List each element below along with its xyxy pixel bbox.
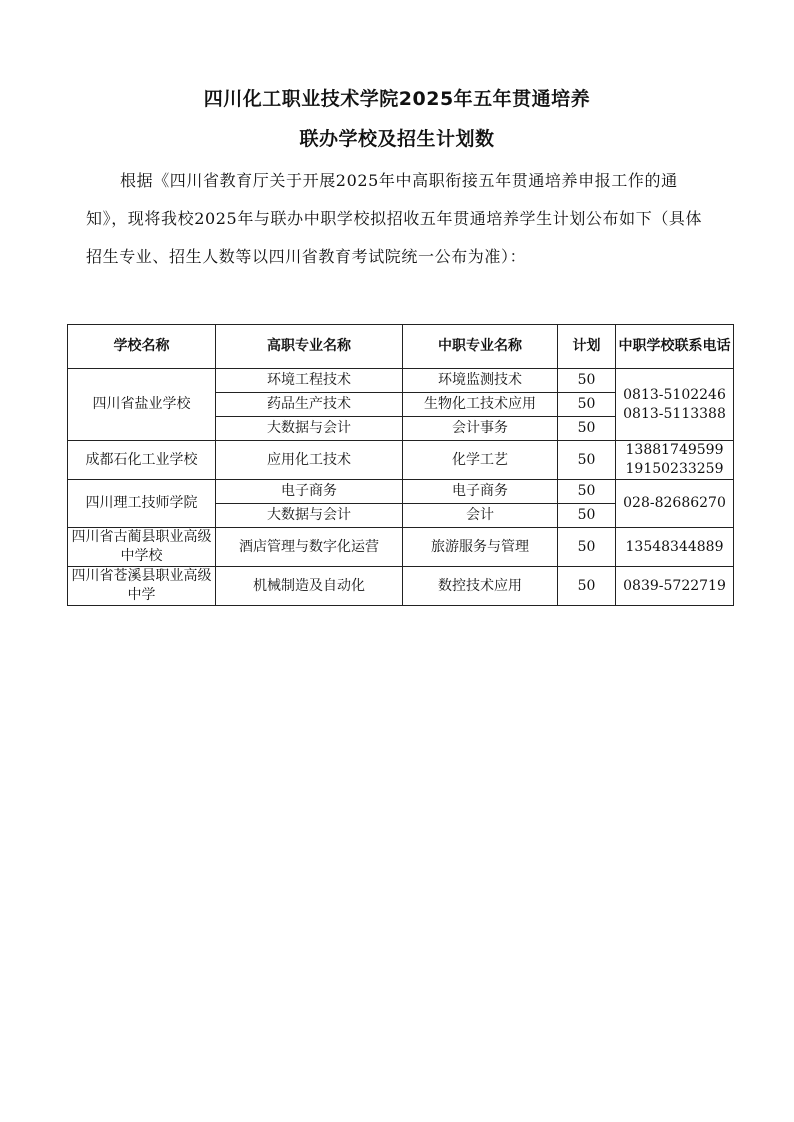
phone-cell — [616, 369, 734, 441]
plan-count-cell: 50 — [558, 417, 616, 441]
plan-count-cell: 50 — [558, 393, 616, 417]
plan-count-cell: 50 — [558, 441, 616, 480]
phone-number: 0813-5113388 — [623, 405, 726, 422]
secondary-major-cell: 环境监测技术 — [403, 369, 558, 393]
phone-number: 19150233259 — [625, 461, 724, 477]
secondary-major-cell: 会计 — [403, 504, 558, 528]
table-body — [68, 369, 734, 606]
header-higher-major: 高职专业名称 — [216, 325, 403, 369]
header-plan: 计划 — [558, 325, 616, 369]
phone-number: 13881749599 — [625, 442, 724, 458]
school-name-cell: 四川理工技师学院 — [68, 480, 216, 528]
higher-major-cell: 药品生产技术 — [216, 393, 403, 417]
header-phone: 中职学校联系电话 — [616, 325, 734, 369]
plan-count-cell: 50 — [558, 567, 616, 606]
school-name-cell: 成都石化工业学校 — [68, 441, 216, 480]
table-row — [68, 441, 734, 480]
higher-major-cell: 应用化工技术 — [216, 441, 403, 480]
intro-paragraph: 根据《四川省教育厅关于开展2025年中高职衔接五年贯通培养申报工作的通知》，现将我校2025年与联办中职学校拟招收五年贯通培养学生计划公布如下（具体招生专业、招生人数等以四川省教育考试院统一公布为准）： — [86, 171, 703, 266]
table-row — [68, 369, 734, 393]
phone-cell — [616, 480, 734, 528]
document-title-line2: 联办学校及招生计划数 — [299, 128, 495, 150]
phone-number: 0813-5102246 — [623, 386, 726, 403]
school-name-cell: 四川省苍溪县职业高级中学 — [68, 567, 216, 606]
secondary-major-cell: 电子商务 — [403, 480, 558, 504]
phone-number: 13548344889 — [625, 538, 724, 555]
table-header-row — [68, 325, 734, 369]
higher-major-cell: 机械制造及自动化 — [216, 567, 403, 606]
school-name-cell: 四川省古蔺县职业高级中学校 — [68, 528, 216, 567]
plan-count-cell: 50 — [558, 480, 616, 504]
secondary-major-cell: 数控技术应用 — [403, 567, 558, 606]
header-school-name: 学校名称 — [68, 325, 216, 369]
table-row — [68, 480, 734, 504]
phone-number: 028-82686270 — [623, 495, 726, 511]
secondary-major-cell: 化学工艺 — [403, 441, 558, 480]
school-name-cell: 四川省盐业学校 — [68, 369, 216, 441]
document-title-line1: 四川化工职业技术学院2025年五年贯通培养 — [203, 88, 591, 110]
enrollment-plan-table — [67, 324, 734, 606]
higher-major-cell: 酒店管理与数字化运营 — [216, 528, 403, 567]
secondary-major-cell: 旅游服务与管理 — [403, 528, 558, 567]
header-secondary-major: 中职专业名称 — [403, 325, 558, 369]
plan-count-cell: 50 — [558, 528, 616, 567]
phone-cell — [616, 441, 734, 480]
table-row — [68, 567, 734, 606]
table-row — [68, 528, 734, 567]
higher-major-cell: 大数据与会计 — [216, 504, 403, 528]
plan-count-cell: 50 — [558, 504, 616, 528]
higher-major-cell: 大数据与会计 — [216, 417, 403, 441]
phone-cell — [616, 567, 734, 606]
higher-major-cell: 电子商务 — [216, 480, 403, 504]
phone-number: 0839-5722719 — [623, 577, 726, 594]
higher-major-cell: 环境工程技术 — [216, 369, 403, 393]
secondary-major-cell: 会计事务 — [403, 417, 558, 441]
phone-cell — [616, 528, 734, 567]
plan-count-cell: 50 — [558, 369, 616, 393]
secondary-major-cell: 生物化工技术应用 — [403, 393, 558, 417]
